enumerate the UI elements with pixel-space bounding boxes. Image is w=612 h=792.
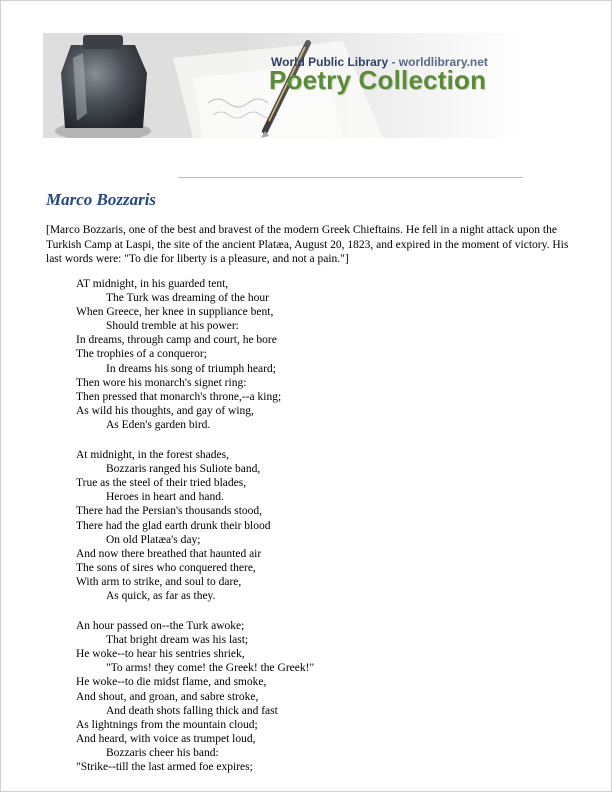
stanza (76, 448, 576, 603)
poem-line: As lightnings from the mountain cloud; (76, 718, 258, 731)
header-banner (43, 33, 523, 138)
poem-line: As wild his thoughts, and gay of wing, (76, 404, 254, 417)
poem-line: And heard, with voice as trumpet loud, (76, 732, 256, 745)
poem-line: The trophies of a conqueror; (76, 348, 207, 361)
poem-line: Should tremble at his power: (106, 320, 239, 333)
site-name: World Public Library - worldlibrary.net (271, 55, 488, 69)
poem-line: "To arms! they come! the Greek! the Greek!" (106, 662, 315, 675)
poem-line: The Turk was dreaming of the hour (106, 292, 269, 305)
poem-line: Bozzaris cheer his band: (106, 746, 219, 759)
divider (178, 177, 523, 178)
site-url: - worldlibrary.net (388, 55, 488, 69)
poem-line: And now there breathed that haunted air (76, 547, 262, 560)
poem-line: In dreams his song of triumph heard; (106, 362, 276, 375)
poem-line: There had the glad earth drunk their blood (76, 519, 271, 532)
poem-line: As Eden's garden bird. (106, 418, 211, 431)
poem-line: That bright dream was his last; (106, 634, 249, 647)
poem-intro: [Marco Bozzaris, one of the best and bravest of the modern Greek Chieftains. He fell in a night attack upon the Turkish Camp at Laspi, the site of the ancient Platæa, August 20, 1823, and expired in the moment of victory. His last words were: "To die for liberty is a pleasure, and not a pain."] (46, 224, 569, 265)
poem-line: At midnight, in the forest shades, (76, 449, 229, 462)
stanza (76, 619, 576, 774)
poem-line: In dreams, through camp and court, he bore (76, 334, 277, 347)
stanza (76, 277, 576, 432)
poem-line: Heroes in heart and hand. (106, 491, 224, 504)
poem-line: True as the steel of their tried blades, (76, 477, 247, 490)
poem-line: An hour passed on--the Turk awoke; (76, 620, 245, 633)
poem-line: Bozzaris ranged his Suliote band, (106, 463, 261, 476)
poem-line: Then pressed that monarch's throne,--a king; (76, 390, 282, 403)
poem-line: As quick, as far as they. (106, 589, 216, 602)
poem-body (76, 277, 576, 790)
poem-line: And death shots falling thick and fast (106, 704, 278, 717)
poem-line: The sons of sires who conquered there, (76, 561, 256, 574)
poem-line: When Greece, her knee in suppliance bent, (76, 306, 274, 319)
poem-line: On old Platæa's day; (106, 533, 201, 546)
poem-line: And shout, and groan, and sabre stroke, (76, 690, 259, 703)
poem-line: Then wore his monarch's signet ring: (76, 376, 247, 389)
collection-title: Poetry Collection (269, 65, 487, 95)
poem-title: Marco Bozzaris (46, 190, 157, 209)
poem-line: There had the Persian's thousands stood, (76, 505, 263, 518)
poem-line: With arm to strike, and soul to dare, (76, 575, 242, 588)
poem-line: He woke--to hear his sentries shriek, (76, 648, 245, 661)
poem-line: He woke--to die midst flame, and smoke, (76, 676, 267, 689)
poem-line: AT midnight, in his guarded tent, (76, 278, 229, 290)
poem-line: "Strike--till the last armed foe expires; (76, 761, 253, 773)
